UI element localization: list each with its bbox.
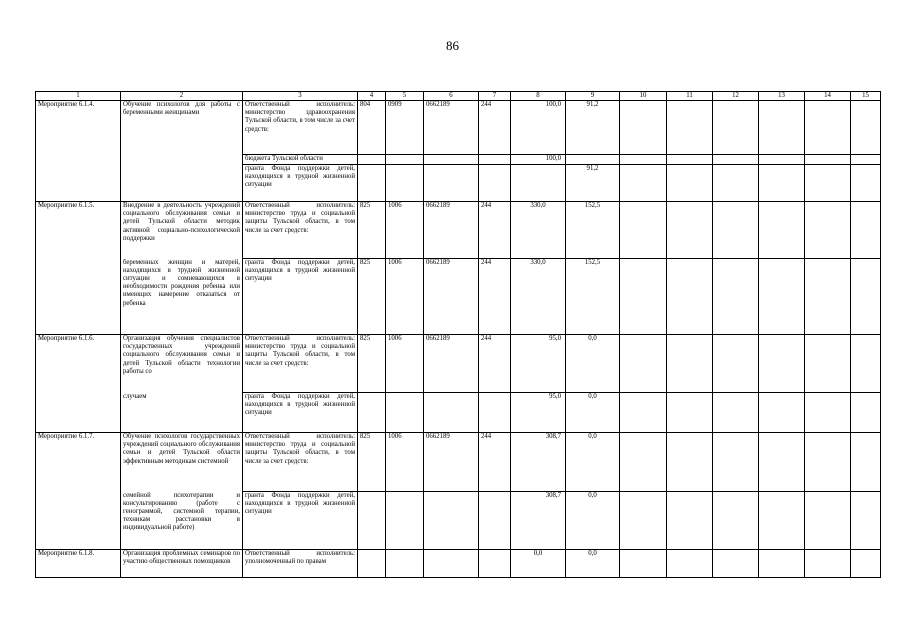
- executor-description: Ответственный исполнитель: министерство труда и социальной защиты Тульской области, в том числе за счет средств:: [243, 335, 358, 393]
- measure-id: Мероприятие 6.1.5.: [36, 202, 121, 335]
- cell-col9: 0,0: [566, 393, 620, 433]
- cell-col7: 244: [479, 101, 511, 155]
- cell-col4: [358, 393, 386, 433]
- cell-col4: 825: [358, 433, 386, 492]
- program-table: [35, 91, 881, 578]
- cell-col6: [424, 155, 479, 165]
- cell-col8: 308,7: [511, 492, 566, 550]
- executor-description: Ответственный исполнитель: министерство труда и социальной защиты Тульской области, в том числе за счет средств:: [243, 202, 358, 259]
- table-row: [36, 550, 881, 578]
- column-number-header: [36, 92, 881, 101]
- table-row: [36, 259, 881, 335]
- cell-col7: 244: [479, 433, 511, 492]
- cell-col8: 330,0: [511, 259, 566, 335]
- executor-description: гранта Фонда поддержки детей, находящихся в трудной жизненной ситуации: [243, 393, 358, 433]
- column-header: 12: [713, 92, 759, 101]
- column-header: 6: [424, 92, 479, 101]
- cell-col9: 152,5: [566, 202, 620, 259]
- column-header: 8: [511, 92, 566, 101]
- executor-description: Ответственный исполнитель: министерство здравоохранения Тульской области, в том числе за счет средств:: [243, 101, 358, 155]
- column-header: 5: [386, 92, 424, 101]
- cell-col8: 308,7: [511, 433, 566, 492]
- executor-description: Ответственный исполнитель: министерство труда и социальной защиты Тульской области, в том числе за счет средств:: [243, 433, 358, 492]
- measure-name: Внедрение в деятельность учреждений социального обслуживания семьи и детей Тульской области методик активной социально-психологической поддержки: [121, 202, 243, 259]
- measure-name: Организация проблемных семинаров по участию общественных помощников: [121, 550, 243, 578]
- cell-col9: 0,0: [566, 433, 620, 492]
- cell-col5: 1006: [386, 335, 424, 393]
- cell-col8: 100,0: [511, 101, 566, 155]
- table-row: [36, 492, 881, 550]
- cell-col5: [386, 155, 424, 165]
- column-header: 1: [36, 92, 121, 101]
- cell-col4: 804: [358, 101, 386, 155]
- cell-col4: [358, 155, 386, 165]
- cell-col8: 330,0: [511, 202, 566, 259]
- cell-col7: [479, 550, 511, 578]
- cell-col6: 0662189: [424, 202, 479, 259]
- cell-col8: [511, 165, 566, 202]
- cell-col9: [566, 155, 620, 165]
- measure-name: беременных женщин и матерей, находящихся в трудной жизненной ситуации и сомневающихся в необходимости рождения ребенка или имеющих намерение отказаться от ребенка: [121, 259, 243, 335]
- executor-description: гранта Фонда поддержки детей, находящихся в трудной жизненной ситуации: [243, 165, 358, 202]
- cell-col5: 1006: [386, 433, 424, 492]
- executor-description: Ответственный исполнитель: уполномоченный по правам: [243, 550, 358, 578]
- cell-col7: 244: [479, 259, 511, 335]
- column-header: 11: [667, 92, 713, 101]
- cell-col4: [358, 165, 386, 202]
- column-header: 9: [566, 92, 620, 101]
- cell-col4: 825: [358, 202, 386, 259]
- cell-col6: 0662189: [424, 259, 479, 335]
- measure-name: Обучение психологов для работы с беременными женщинами: [121, 101, 243, 202]
- table-row: [36, 335, 881, 393]
- cell-col8: 95,0: [511, 335, 566, 393]
- cell-col9: 0,0: [566, 550, 620, 578]
- cell-col7: [479, 165, 511, 202]
- executor-description: гранта Фонда поддержки детей, находящихся в трудной жизненной ситуации: [243, 492, 358, 550]
- table-row: [36, 393, 881, 433]
- cell-col9: 91,2: [566, 101, 620, 155]
- cell-col5: 1006: [386, 259, 424, 335]
- cell-col6: [424, 550, 479, 578]
- cell-col7: [479, 492, 511, 550]
- cell-col6: 0662189: [424, 101, 479, 155]
- cell-col6: [424, 393, 479, 433]
- table-row: [36, 101, 881, 155]
- cell-col9: 0,0: [566, 492, 620, 550]
- cell-col5: 1006: [386, 202, 424, 259]
- measure-name: случаем: [121, 393, 243, 433]
- cell-col5: [386, 165, 424, 202]
- column-header: 7: [479, 92, 511, 101]
- column-header: 14: [805, 92, 851, 101]
- cell-col7: [479, 393, 511, 433]
- cell-col6: 0662189: [424, 433, 479, 492]
- cell-col6: [424, 492, 479, 550]
- executor-description: гранта Фонда поддержки детей, находящихся в трудной жизненной ситуации: [243, 259, 358, 335]
- column-header: 2: [121, 92, 243, 101]
- column-header: 15: [851, 92, 881, 101]
- cell-col9: 0,0: [566, 335, 620, 393]
- table-row: [36, 202, 881, 259]
- measure-id: Мероприятие 6.1.4.: [36, 101, 121, 202]
- column-header: 13: [759, 92, 805, 101]
- measure-id: Мероприятие 6.1.6.: [36, 335, 121, 433]
- measure-id: Мероприятие 6.1.7.: [36, 433, 121, 550]
- cell-col9: 152,5: [566, 259, 620, 335]
- cell-col6: 0662189: [424, 335, 479, 393]
- cell-col8: 95,0: [511, 393, 566, 433]
- measure-id: Мероприятие 6.1.8.: [36, 550, 121, 578]
- table-row: [36, 433, 881, 492]
- cell-col8: 100,0: [511, 155, 566, 165]
- cell-col4: [358, 550, 386, 578]
- cell-col4: [358, 492, 386, 550]
- cell-col8: 0,0: [511, 550, 566, 578]
- cell-col6: [424, 165, 479, 202]
- column-header: 4: [358, 92, 386, 101]
- cell-col9: 91,2: [566, 165, 620, 202]
- cell-col7: [479, 155, 511, 165]
- cell-col4: 825: [358, 259, 386, 335]
- measure-name: Организация обучения специалистов государственных учреждений социального обслуживания семьи и детей Тульской области технологии работы со: [121, 335, 243, 393]
- column-header: 3: [243, 92, 358, 101]
- measure-name: Обучение психологов государственных учреждений социального обслуживания семьи и детей Тульской области эффективным методикам системной: [121, 433, 243, 492]
- cell-col7: 244: [479, 202, 511, 259]
- cell-col5: 0909: [386, 101, 424, 155]
- cell-col4: 825: [358, 335, 386, 393]
- cell-col5: [386, 550, 424, 578]
- cell-col5: [386, 393, 424, 433]
- measure-name: семейной психотерапии и консультированию (работе с генограммой, системной терапии, техникам расстановки в индивидуальной работе): [121, 492, 243, 550]
- executor-description: бюджета Тульской области: [243, 155, 358, 165]
- column-header: 10: [620, 92, 667, 101]
- cell-col7: 244: [479, 335, 511, 393]
- cell-col5: [386, 492, 424, 550]
- page-number: 86: [446, 38, 459, 53]
